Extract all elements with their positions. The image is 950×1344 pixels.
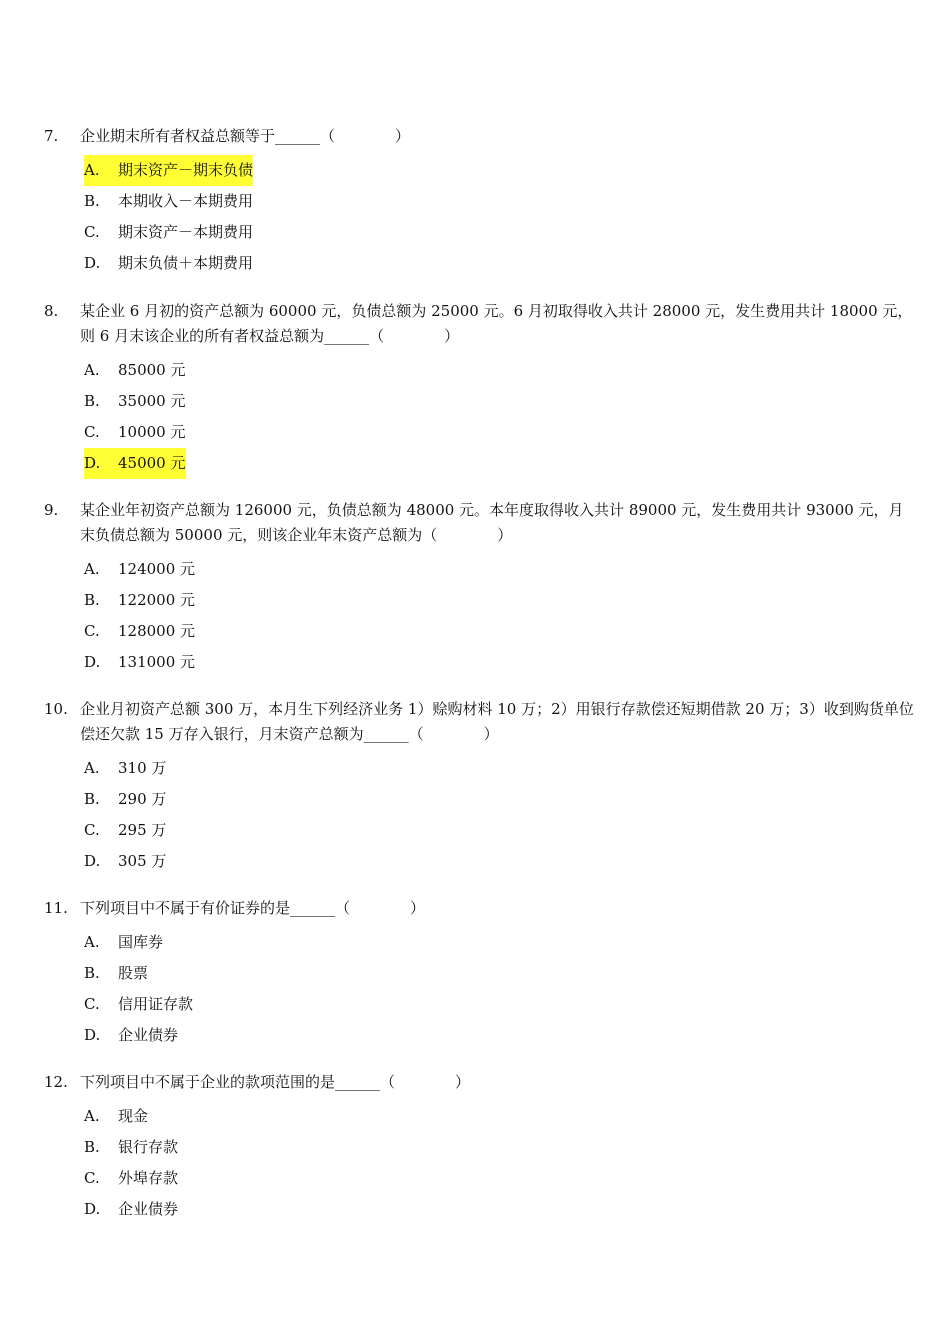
option-letter: A. bbox=[84, 560, 100, 578]
option-text: 期末资产－本期费用 bbox=[118, 223, 254, 241]
question-text: 下列项目中不属于有价证券的是______（ ） bbox=[80, 899, 426, 917]
option-text: 企业债券 bbox=[118, 1200, 179, 1218]
option-letter: C. bbox=[84, 821, 100, 839]
option-b[interactable] bbox=[44, 1132, 914, 1163]
option-text: 本期收入－本期费用 bbox=[118, 192, 254, 210]
question-number: 11. bbox=[44, 899, 68, 917]
option-list bbox=[44, 554, 914, 678]
question-9 bbox=[44, 498, 914, 678]
question-text: 企业期末所有者权益总额等于______（ ） bbox=[80, 127, 411, 145]
answer-highlight bbox=[84, 448, 186, 479]
option-text: 124000 元 bbox=[118, 560, 196, 578]
question-stem bbox=[44, 1070, 914, 1095]
option-c[interactable] bbox=[44, 989, 914, 1020]
option-b[interactable] bbox=[44, 784, 914, 815]
option-c[interactable] bbox=[44, 616, 914, 647]
option-text: 企业债券 bbox=[118, 1026, 179, 1044]
question-11 bbox=[44, 896, 914, 1051]
option-list bbox=[44, 927, 914, 1051]
option-d[interactable] bbox=[44, 647, 914, 678]
question-8 bbox=[44, 299, 914, 479]
option-text: 295 万 bbox=[118, 821, 167, 839]
question-number: 10. bbox=[44, 700, 68, 718]
option-letter: A. bbox=[84, 933, 100, 951]
option-text: 现金 bbox=[118, 1107, 149, 1125]
option-text: 国库券 bbox=[118, 933, 164, 951]
question-number: 9. bbox=[44, 501, 59, 519]
option-text: 银行存款 bbox=[118, 1138, 179, 1156]
option-list bbox=[44, 753, 914, 877]
option-letter: B. bbox=[84, 591, 100, 609]
option-text: 信用证存款 bbox=[118, 995, 194, 1013]
option-c[interactable] bbox=[44, 815, 914, 846]
option-text: 10000 元 bbox=[118, 423, 186, 441]
option-c[interactable] bbox=[44, 417, 914, 448]
option-b[interactable] bbox=[44, 386, 914, 417]
option-text: 122000 元 bbox=[118, 591, 196, 609]
option-letter: C. bbox=[84, 223, 100, 241]
option-a[interactable] bbox=[44, 155, 914, 186]
option-text: 131000 元 bbox=[118, 653, 196, 671]
option-b[interactable] bbox=[44, 958, 914, 989]
option-text: 85000 元 bbox=[118, 361, 186, 379]
option-a[interactable] bbox=[44, 355, 914, 386]
option-b[interactable] bbox=[44, 186, 914, 217]
option-letter: D. bbox=[84, 254, 101, 272]
option-a[interactable] bbox=[44, 927, 914, 958]
question-stem bbox=[44, 498, 914, 548]
question-text: 企业月初资产总额 300 万，本月生下列经济业务 1）赊购材料 10 万；2）用银行存款偿还短期借款 20 万；3）收到购货单位偿还欠款 15 万存入银行，月末资产总额为______（ ） bbox=[80, 700, 914, 743]
option-letter: D. bbox=[84, 454, 101, 472]
question-number: 12. bbox=[44, 1073, 68, 1091]
option-letter: D. bbox=[84, 1200, 101, 1218]
question-number: 8. bbox=[44, 302, 59, 320]
option-letter: B. bbox=[84, 790, 100, 808]
option-c[interactable] bbox=[44, 1163, 914, 1194]
option-list bbox=[44, 155, 914, 279]
option-letter: D. bbox=[84, 1026, 101, 1044]
option-list bbox=[44, 355, 914, 479]
question-text: 下列项目中不属于企业的款项范围的是______（ ） bbox=[80, 1073, 471, 1091]
option-letter: C. bbox=[84, 1169, 100, 1187]
option-c[interactable] bbox=[44, 217, 914, 248]
option-d[interactable] bbox=[44, 448, 914, 479]
option-text: 外埠存款 bbox=[118, 1169, 179, 1187]
option-letter: C. bbox=[84, 423, 100, 441]
option-d[interactable] bbox=[44, 846, 914, 877]
option-text: 290 万 bbox=[118, 790, 167, 808]
option-letter: A. bbox=[84, 759, 100, 777]
option-text: 45000 元 bbox=[118, 454, 186, 472]
option-text: 期末资产－期末负债 bbox=[118, 161, 254, 179]
option-a[interactable] bbox=[44, 753, 914, 784]
option-text: 310 万 bbox=[118, 759, 167, 777]
question-stem bbox=[44, 124, 914, 149]
option-letter: B. bbox=[84, 1138, 100, 1156]
question-stem bbox=[44, 697, 914, 747]
option-letter: C. bbox=[84, 622, 100, 640]
option-letter: B. bbox=[84, 192, 100, 210]
option-text: 股票 bbox=[118, 964, 149, 982]
option-text: 期末负债＋本期费用 bbox=[118, 254, 254, 272]
question-text: 某企业年初资产总额为 126000 元，负债总额为 48000 元。本年度取得收入共计 89000 元，发生费用共计 93000 元，月末负债总额为 50000 元，则该企业年末资产总额为（ ） bbox=[80, 501, 904, 544]
answer-highlight bbox=[84, 155, 253, 186]
option-d[interactable] bbox=[44, 1194, 914, 1225]
option-letter: D. bbox=[84, 653, 101, 671]
option-text: 305 万 bbox=[118, 852, 167, 870]
option-d[interactable] bbox=[44, 1020, 914, 1051]
option-letter: C. bbox=[84, 995, 100, 1013]
option-letter: B. bbox=[84, 964, 100, 982]
question-stem bbox=[44, 896, 914, 921]
question-stem bbox=[44, 299, 914, 349]
option-text: 128000 元 bbox=[118, 622, 196, 640]
option-b[interactable] bbox=[44, 585, 914, 616]
question-text: 某企业 6 月初的资产总额为 60000 元，负债总额为 25000 元。6 月初取得收入共计 28000 元，发生费用共计 18000 元，则 6 月末该企业的所有者权益总额为______（ ） bbox=[80, 302, 913, 345]
option-letter: A. bbox=[84, 361, 100, 379]
option-text: 35000 元 bbox=[118, 392, 186, 410]
option-list bbox=[44, 1101, 914, 1225]
question-7 bbox=[44, 124, 914, 279]
option-letter: B. bbox=[84, 392, 100, 410]
option-letter: A. bbox=[84, 1107, 100, 1125]
option-letter: D. bbox=[84, 852, 101, 870]
option-letter: A. bbox=[84, 161, 100, 179]
question-number: 7. bbox=[44, 127, 59, 145]
question-10 bbox=[44, 697, 914, 877]
option-a[interactable] bbox=[44, 554, 914, 585]
option-d[interactable] bbox=[44, 248, 914, 279]
option-a[interactable] bbox=[44, 1101, 914, 1132]
question-12 bbox=[44, 1070, 914, 1225]
